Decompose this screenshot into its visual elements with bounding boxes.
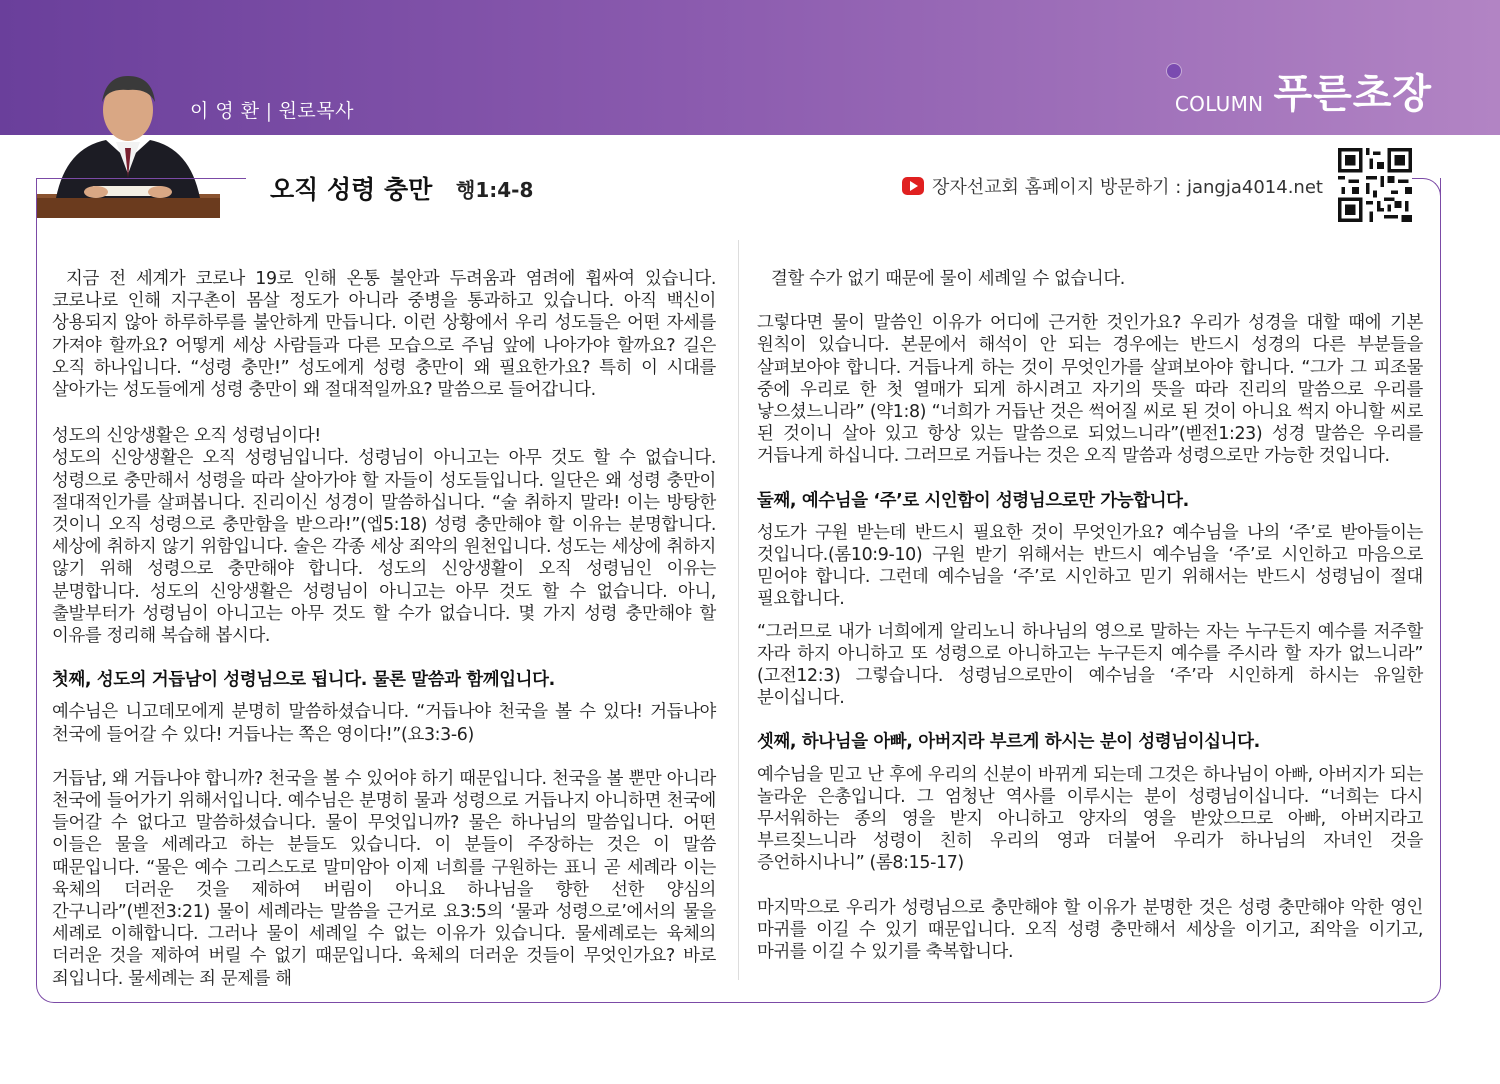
column-name: 푸른초장	[1273, 71, 1432, 117]
author-credit	[190, 96, 354, 123]
author-name: 이 영 환	[190, 100, 260, 122]
column-label: COLUMN	[1174, 92, 1264, 116]
scripture-reference: 행1:4-8	[456, 178, 534, 202]
section-heading-2: 둘째, 예수님을 ‘주’로 시인함이 성령님으로만 가능합니다.	[757, 490, 1189, 511]
section-heading-3: 셋째, 하나님을 아빠, 아버지라 부르게 하시는 분이 성령님이십니다.	[757, 732, 1260, 753]
right-column	[757, 268, 1423, 963]
body-paragraph: 예수님을 믿고 난 후에 우리의 신분이 바뀌게 되는데 그것은 하나님이 아빠, 아버지가 되는 놀라운 은총입니다. 그 엄청난 역사를 이루시는 분이 성령님이십니다. “너희는 다시 무서워하는 종의 영을 받지 아니하고 양자의 영을 받았으므로 아빠, 아버지라고 부르짖느니라 성령이 친히 우리의 영과 더불어 우리가 하나님의 자녀인 것을 증언하시나니” (롬8:15-17)	[757, 764, 1423, 874]
body-paragraph: 그렇다면 물이 말씀인 이유가 어디에 근거한 것인가요? 우리가 성경을 대할 때에 기본 원칙이 있습니다. 본문에서 해석이 안 되는 경우에는 반드시 성경의 다른 부분들을 살펴보아야 합니다. 거듭나게 하는 것이 무엇인가를 살펴보아야 합니다. “그가 그 피조물 중에 우리로 한 첫 열매가 되게 하시려고 자기의 뜻을 따라 진리의 말씀으로 우리를 낳으셨느니라” (약1:8) “너희가 거듭난 것은 썩어질 씨로 된 것이 아니요 썩지 아니할 씨로 된 것이니 살아 있고 항상 있는 말씀으로 되었느니라”(벧전1:23) 성경 말씀은 우리를 거듭나게 하십니다. 그러므로 거듭나는 것은 오직 말씀과 성령으로만 가능한 것입니다.	[757, 313, 1423, 467]
brand-dot-icon	[1167, 64, 1181, 78]
body-paragraph: 예수님은 니고데모에게 분명히 말씀하셨습니다. “거듭나야 천국을 볼 수 있다! 거듭나야 천국에 들어갈 수 있다! 거듭나는 쪽은 영이다!”(요3:3-6)	[52, 702, 716, 745]
closing-paragraph: 마지막으로 우리가 성령님으로 충만해야 할 이유가 분명한 것은 성령 충만해야 악한 영인 마귀를 이길 수 있기 때문입니다. 오직 성령 충만해서 세상을 이기고, 죄악을 이기고, 마귀를 이길 수 있기를 축복합니다.	[757, 897, 1423, 963]
website-text: 장자선교회 홈페이지 방문하기 : jangja4014.net	[932, 177, 1323, 198]
body-paragraph: “그러므로 내가 너희에게 알리노니 하나님의 영으로 말하는 자는 누구든지 예수를 저주할 자라 하지 아니하고 또 성령으로 아니하고는 누구든지 예수를 주시라 할 자가 없느니라” (고전12:3) 그렇습니다. 성령님으로만이 예수님을 ‘주’라 시인하게 하시는 유일한 분이십니다.	[757, 621, 1423, 709]
section-subheading: 성도의 신앙생활은 오직 성령님이다!	[52, 426, 321, 447]
section-heading-1: 첫째, 성도의 거듭남이 성령님으로 됩니다. 물론 말씀과 함께입니다.	[52, 670, 555, 691]
column-divider	[738, 240, 739, 980]
author-role: 원로목사	[278, 100, 354, 122]
intro-paragraph: 지금 전 세계가 코로나 19로 인해 온통 불안과 두려움과 염려에 휩싸여 있습니다. 코로나로 인해 지구촌이 몸살 정도가 아니라 중병을 통과하고 있습니다. 아직 백신이 상용되지 않아 하루하루를 불안하게 만듭니다. 이런 상황에서 우리 성도들은 어떤 자세를 가져야 할까요? 어떻게 세상 사람들과 다른 모습으로 주님 앞에 나아가야 할까요? 길은 오직 하나입니다. “성령 충만!” 성도에게 성령 충만이 왜 필요한가요? 특히 이 시대를 살아가는 성도들에게 성령 충만이 왜 절대적일까요? 말씀으로 들어갑니다.	[52, 269, 716, 401]
body-paragraph: 성도의 신앙생활은 오직 성령님입니다. 성령님이 아니고는 아무 것도 할 수 없습니다. 성령으로 충만해서 성령을 따라 살아가야 할 자들이 성도들입니다. 일단은 왜 성령 충만이 절대적인가를 살펴봅니다. 진리이신 성경이 말씀하십니다. “술 취하지 말라! 이는 방탕한 것이니 오직 성령으로 충만함을 받으라!”(엡5:18) 성령 충만해야 할 이유는 분명합니다. 세상에 취하지 않기 위함입니다. 술은 각종 세상 죄악의 원천입니다. 성도는 세상에 취하지 않기 위해 성령으로 충만해야 합니다. 성도의 신앙생활이 오직 성령님인 이유는 분명합니다. 성도의 신앙생활은 성령님이 아니고는 아무 것도 할 수 없습니다. 아니, 출발부터가 성령님이 아니고는 아무 것도 할 수가 없습니다. 몇 가지 성령 충만해야 할 이유를 정리해 복습해 봅시다.	[52, 448, 716, 647]
left-column	[52, 268, 716, 990]
author-separator: |	[265, 100, 273, 122]
body-paragraph: 성도가 구원 받는데 반드시 필요한 것이 무엇인가요? 예수님을 나의 ‘주’로 받아들이는 것입니다.(롬10:9-10) 구원 받기 위해서는 반드시 예수님을 ‘주’로 시인하고 마음으로 믿어야 합니다. 그런데 예수님을 ‘주’로 시인하고 믿기 위해서는 반드시 성령님이 절대 필요합니다.	[757, 522, 1423, 610]
body-paragraph: 거듭남, 왜 거듭나야 합니까? 천국을 볼 수 있어야 하기 때문입니다. 천국을 볼 뿐만 아니라 천국에 들어가기 위해서입니다. 예수님은 분명히 물과 성령으로 거듭나지 아니하면 천국에 들어갈 수 없다고 말씀하셨습니다. 물이 무엇입니까? 물은 하나님의 말씀입니다. 어떤 이들은 물을 세례라고 하는 분들도 있습니다. 이 분들이 주장하는 것은 이 말씀 때문입니다. “물은 예수 그리스도로 말미암아 이제 너희를 구원하는 표니 곧 세례라 이는 육체의 더러운 것을 제하여 버림이 아니요 하나님을 향한 선한 양심의 간구니라”(벧전3:21) 물이 세례라는 말씀을 근거로 요3:5의 ‘물과 성령으로’에서의 물을 세례로 이해합니다. 그러나 물이 세례일 수 없는 이유가 있습니다. 물세례로는 육체의 더러운 것을 제하여 버릴 수 없기 때문입니다. 육체의 더러운 것들이 무엇인가요? 바로 죄입니다. 물세례는 죄 문제를 해	[52, 768, 716, 989]
article-title: 오직 성령 충만	[270, 175, 433, 204]
body-paragraph: 결할 수가 없기 때문에 물이 세례일 수 없습니다.	[771, 269, 1125, 289]
column-brand	[1175, 62, 1432, 119]
